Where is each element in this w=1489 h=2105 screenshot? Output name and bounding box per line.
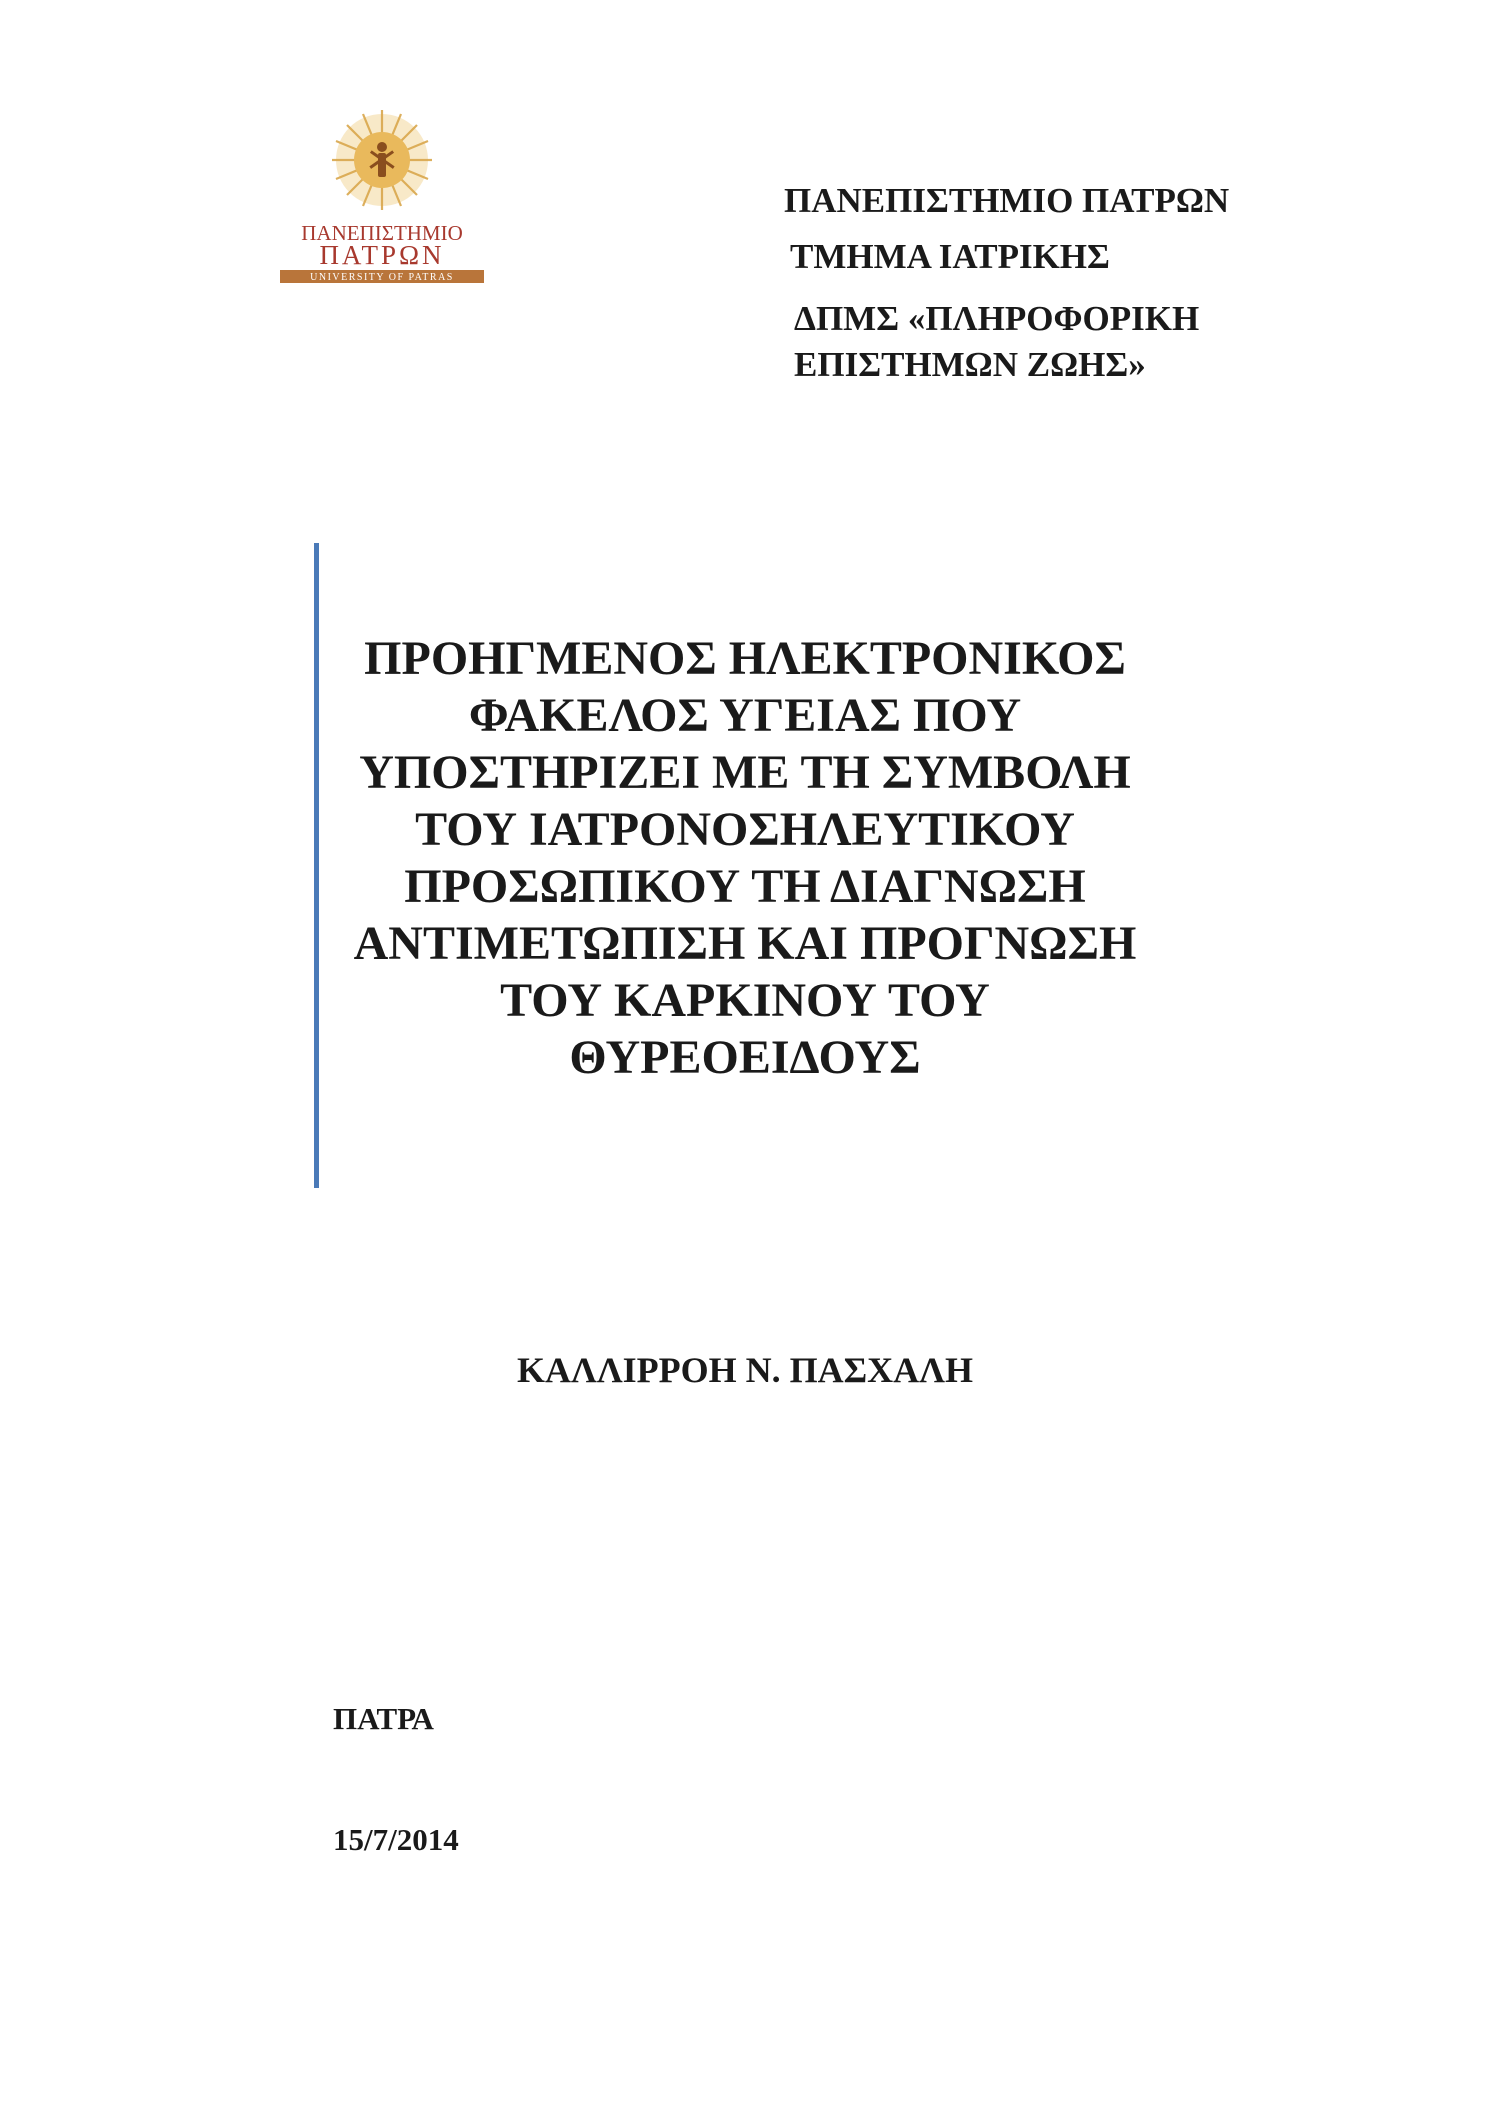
university-seal-icon bbox=[276, 104, 488, 286]
title-line: ΠΡΟΗΓΜΕΝΟΣ ΗΛΕΚΤΡΟΝΙΚΟΣ bbox=[364, 632, 1126, 685]
title-line: ΘΥΡΕΟΕΙΔΟΥΣ bbox=[569, 1031, 921, 1084]
logo-name-line2: ΠΑΤΡΩΝ bbox=[319, 240, 445, 270]
program-name-line1: ΔΠΜΣ «ΠΛΗΡΟΦΟΡΙΚΗ bbox=[794, 299, 1200, 338]
title-line: ΤΟΥ ΙΑΤΡΟΝΟΣΗΛΕΥΤΙΚΟΥ bbox=[415, 803, 1075, 856]
logo-name-line3: UNIVERSITY OF PATRAS bbox=[310, 272, 454, 283]
university-name: ΠΑΝΕΠΙΣΤΗΜΙΟ ΠΑΤΡΩΝ bbox=[784, 181, 1230, 220]
city: ΠΑΤΡΑ bbox=[333, 1701, 434, 1736]
title-line: ΦΑΚΕΛΟΣ ΥΓΕΙΑΣ ΠΟΥ bbox=[468, 689, 1022, 742]
department-name: ΤΜΗΜΑ ΙΑΤΡΙΚΗΣ bbox=[790, 237, 1110, 276]
title-line: ΤΟΥ ΚΑΡΚΙΝΟΥ ΤΟΥ bbox=[500, 974, 990, 1027]
author-name: ΚΑΛΛΙΡΡΟΗ Ν. ΠΑΣΧΑΛΗ bbox=[517, 1350, 973, 1390]
university-logo bbox=[276, 104, 488, 286]
title-line: ΠΡΟΣΩΠΙΚΟΥ ΤΗ ΔΙΑΓΝΩΣΗ bbox=[404, 860, 1086, 913]
title-accent-bar bbox=[314, 543, 319, 1188]
logo-name-line1: ΠΑΝΕΠΙΣΤΗΜΙΟ bbox=[301, 221, 463, 245]
title-line: ΑΝΤΙΜΕΤΩΠΙΣΗ ΚΑΙ ΠΡΟΓΝΩΣΗ bbox=[353, 917, 1137, 970]
title-line: ΥΠΟΣΤΗΡΙΖΕΙ ΜΕ ΤΗ ΣΥΜΒΟΛΗ bbox=[359, 746, 1131, 799]
thesis-title bbox=[320, 630, 1170, 1086]
program-name-line2: ΕΠΙΣΤΗΜΩΝ ΖΩΗΣ» bbox=[794, 345, 1146, 384]
date: 15/7/2014 bbox=[333, 1822, 459, 1857]
